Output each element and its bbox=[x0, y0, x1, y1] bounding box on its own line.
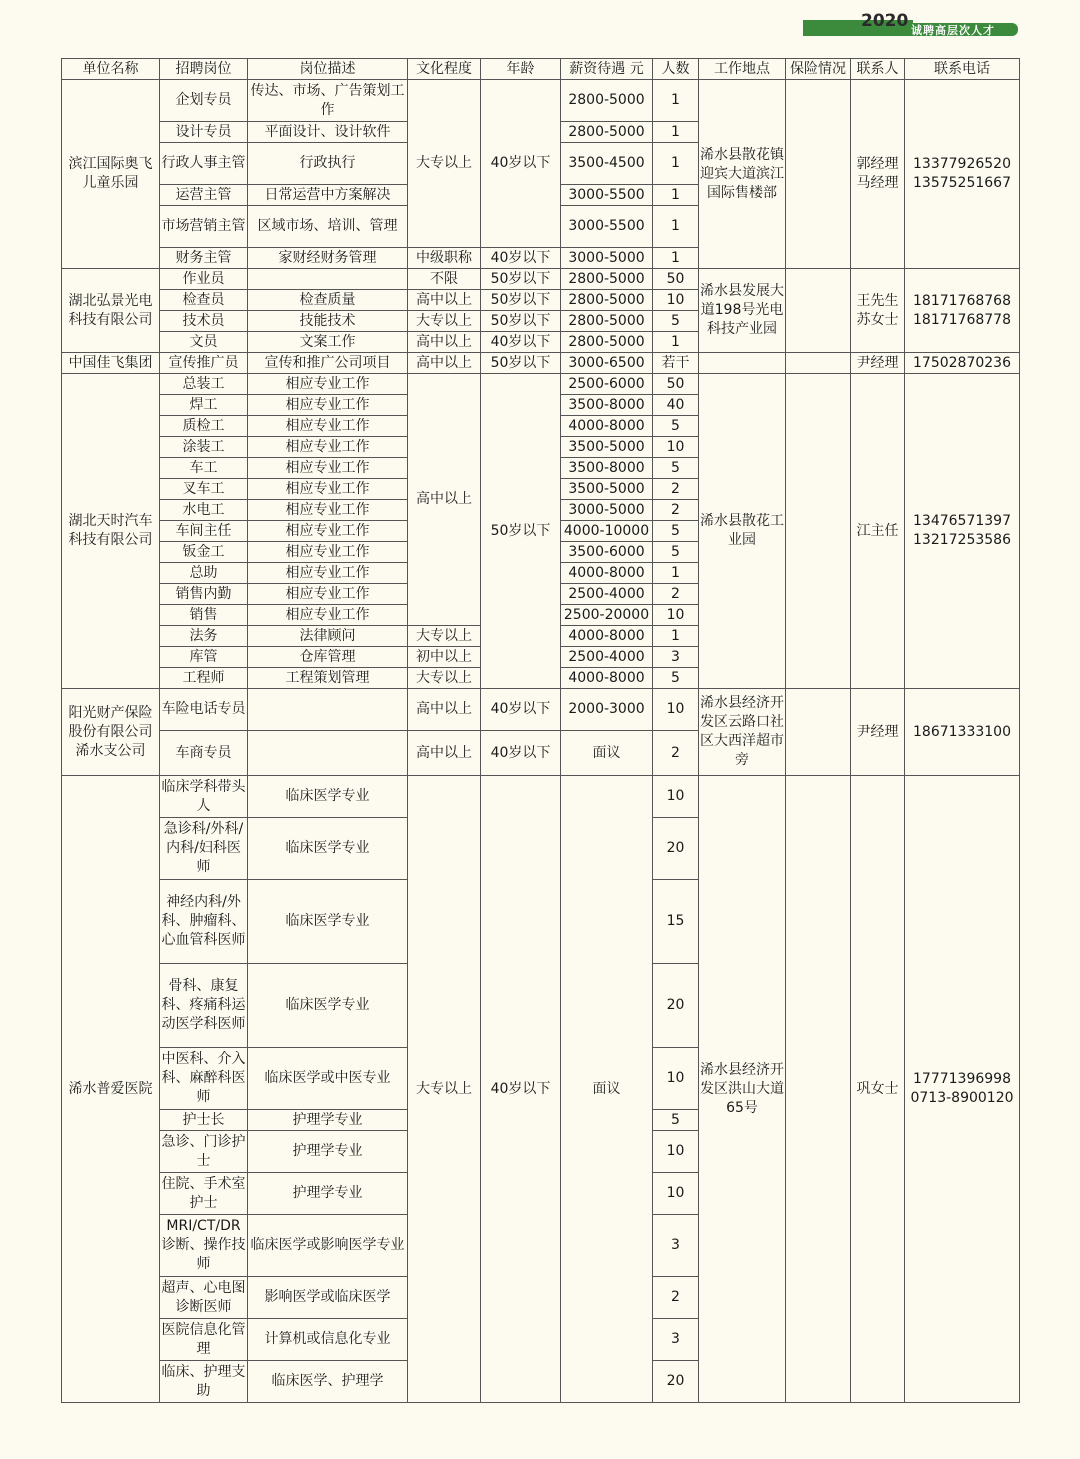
job-num: 20 bbox=[653, 964, 699, 1048]
insurance bbox=[786, 80, 851, 269]
job-title: 水电工 bbox=[160, 500, 248, 521]
job-num: 2 bbox=[653, 500, 699, 521]
job-desc: 护理学专业 bbox=[248, 1110, 408, 1131]
job-salary: 3500-5000 bbox=[561, 437, 653, 458]
job-age: 40岁以下 bbox=[481, 332, 561, 353]
job-salary: 3000-5500 bbox=[561, 185, 653, 206]
job-num: 50 bbox=[653, 269, 699, 290]
job-desc: 护理学专业 bbox=[248, 1131, 408, 1173]
job-title: 技术员 bbox=[160, 311, 248, 332]
header-badge bbox=[803, 11, 1018, 40]
job-salary: 4000-8000 bbox=[561, 563, 653, 584]
col-header: 联系电话 bbox=[905, 59, 1020, 80]
job-age: 40岁以下 bbox=[481, 731, 561, 776]
job-edu: 不限 bbox=[408, 269, 481, 290]
job-num: 1 bbox=[653, 143, 699, 185]
job-title: 护士长 bbox=[160, 1110, 248, 1131]
job-age: 50岁以下 bbox=[481, 269, 561, 290]
job-edu: 中级职称 bbox=[408, 248, 481, 269]
job-desc: 相应专业工作 bbox=[248, 437, 408, 458]
job-desc bbox=[248, 269, 408, 290]
job-title: 设计专员 bbox=[160, 122, 248, 143]
job-num: 5 bbox=[653, 542, 699, 563]
job-num: 5 bbox=[653, 1110, 699, 1131]
job-num: 1 bbox=[653, 206, 699, 248]
job-num: 10 bbox=[653, 1131, 699, 1173]
job-title: 住院、手术室护士 bbox=[160, 1173, 248, 1215]
job-salary: 2800-5000 bbox=[561, 122, 653, 143]
job-desc: 文案工作 bbox=[248, 332, 408, 353]
table-row bbox=[62, 353, 1020, 374]
job-title: 宣传推广员 bbox=[160, 353, 248, 374]
company-name: 浠水普爱医院 bbox=[62, 776, 160, 1403]
job-desc: 检查质量 bbox=[248, 290, 408, 311]
job-salary: 3000-5000 bbox=[561, 248, 653, 269]
job-desc: 家财经财务管理 bbox=[248, 248, 408, 269]
company-contact: 尹经理 bbox=[851, 689, 905, 776]
job-num: 10 bbox=[653, 1048, 699, 1110]
job-salary: 2500-4000 bbox=[561, 647, 653, 668]
job-salary: 4000-8000 bbox=[561, 668, 653, 689]
recruitment-table bbox=[61, 58, 1020, 1403]
job-title: 市场营销主管 bbox=[160, 206, 248, 248]
job-salary: 2800-5000 bbox=[561, 269, 653, 290]
job-salary: 3500-6000 bbox=[561, 542, 653, 563]
company-contact: 江主任 bbox=[851, 374, 905, 689]
job-title: 车间主任 bbox=[160, 521, 248, 542]
job-num: 40 bbox=[653, 395, 699, 416]
insurance bbox=[786, 689, 851, 776]
job-salary: 面议 bbox=[561, 776, 653, 1403]
col-header: 招聘岗位 bbox=[160, 59, 248, 80]
job-title: 神经内科/外科、肿瘤科、心血管科医师 bbox=[160, 880, 248, 964]
job-title: 焊工 bbox=[160, 395, 248, 416]
job-age: 50岁以下 bbox=[481, 290, 561, 311]
col-header: 联系人 bbox=[851, 59, 905, 80]
job-desc: 相应专业工作 bbox=[248, 563, 408, 584]
job-desc: 相应专业工作 bbox=[248, 458, 408, 479]
job-edu: 高中以上 bbox=[408, 332, 481, 353]
job-num: 20 bbox=[653, 1361, 699, 1403]
job-title: 作业员 bbox=[160, 269, 248, 290]
job-title: 质检工 bbox=[160, 416, 248, 437]
company-location: 浠水县散花工业园 bbox=[699, 374, 786, 689]
job-desc: 宣传和推广公司项目 bbox=[248, 353, 408, 374]
job-desc bbox=[248, 689, 408, 731]
company-name: 滨江国际奥飞儿童乐园 bbox=[62, 80, 160, 269]
job-num: 5 bbox=[653, 416, 699, 437]
table-row bbox=[62, 776, 1020, 818]
company-location: 浠水县经济开发区云路口社区大西洋超市旁 bbox=[699, 689, 786, 776]
job-salary: 3500-5000 bbox=[561, 479, 653, 500]
job-desc: 相应专业工作 bbox=[248, 500, 408, 521]
job-num: 10 bbox=[653, 689, 699, 731]
company-location: 浠水县发展大道198号光电科技产业园 bbox=[699, 269, 786, 353]
job-salary: 2500-6000 bbox=[561, 374, 653, 395]
job-desc: 护理学专业 bbox=[248, 1173, 408, 1215]
company-location: 浠水县散花镇迎宾大道滨江国际售楼部 bbox=[699, 80, 786, 269]
insurance bbox=[786, 776, 851, 1403]
job-desc bbox=[248, 731, 408, 776]
company-phone: 17502870236 bbox=[905, 353, 1020, 374]
job-desc: 区域市场、培训、管理 bbox=[248, 206, 408, 248]
job-num: 1 bbox=[653, 122, 699, 143]
job-salary: 2800-5000 bbox=[561, 80, 653, 122]
job-salary: 3000-6500 bbox=[561, 353, 653, 374]
col-header: 人数 bbox=[653, 59, 699, 80]
job-title: 库管 bbox=[160, 647, 248, 668]
table-row bbox=[62, 374, 1020, 395]
job-desc: 临床医学或中医专业 bbox=[248, 1048, 408, 1110]
company-contact: 巩女士 bbox=[851, 776, 905, 1403]
job-desc: 相应专业工作 bbox=[248, 479, 408, 500]
job-title: 叉车工 bbox=[160, 479, 248, 500]
col-header: 文化程度 bbox=[408, 59, 481, 80]
job-salary: 面议 bbox=[561, 731, 653, 776]
job-edu: 高中以上 bbox=[408, 731, 481, 776]
job-salary: 2500-4000 bbox=[561, 584, 653, 605]
job-desc: 临床医学专业 bbox=[248, 964, 408, 1048]
company-phone: 18671333100 bbox=[905, 689, 1020, 776]
job-title: 检查员 bbox=[160, 290, 248, 311]
job-num: 15 bbox=[653, 880, 699, 964]
job-edu: 大专以上 bbox=[408, 776, 481, 1403]
job-num: 1 bbox=[653, 332, 699, 353]
job-edu: 大专以上 bbox=[408, 626, 481, 647]
job-num: 1 bbox=[653, 563, 699, 584]
job-desc: 日常运营中方案解决 bbox=[248, 185, 408, 206]
job-num: 2 bbox=[653, 584, 699, 605]
job-edu: 初中以上 bbox=[408, 647, 481, 668]
job-edu: 高中以上 bbox=[408, 290, 481, 311]
header-row bbox=[62, 59, 1020, 80]
job-num: 5 bbox=[653, 458, 699, 479]
job-title: 运营主管 bbox=[160, 185, 248, 206]
job-title: 财务主管 bbox=[160, 248, 248, 269]
job-num: 3 bbox=[653, 647, 699, 668]
job-num: 1 bbox=[653, 626, 699, 647]
job-num: 1 bbox=[653, 80, 699, 122]
job-num: 5 bbox=[653, 521, 699, 542]
job-age: 40岁以下 bbox=[481, 689, 561, 731]
job-num: 3 bbox=[653, 1319, 699, 1361]
job-age: 40岁以下 bbox=[481, 248, 561, 269]
job-title: 总助 bbox=[160, 563, 248, 584]
table-row bbox=[62, 80, 1020, 122]
job-num: 2 bbox=[653, 479, 699, 500]
job-num: 5 bbox=[653, 668, 699, 689]
job-num: 10 bbox=[653, 605, 699, 626]
job-salary: 2500-20000 bbox=[561, 605, 653, 626]
job-edu: 高中以上 bbox=[408, 353, 481, 374]
job-num: 10 bbox=[653, 776, 699, 818]
job-title: 车险电话专员 bbox=[160, 689, 248, 731]
company-location: 浠水县经济开发区洪山大道65号 bbox=[699, 776, 786, 1403]
job-title: 涂装工 bbox=[160, 437, 248, 458]
job-title: 车商专员 bbox=[160, 731, 248, 776]
job-desc: 相应专业工作 bbox=[248, 584, 408, 605]
job-num: 5 bbox=[653, 311, 699, 332]
job-desc: 技能技术 bbox=[248, 311, 408, 332]
job-title: 急诊、门诊护士 bbox=[160, 1131, 248, 1173]
job-salary: 2800-5000 bbox=[561, 311, 653, 332]
col-header: 年龄 bbox=[481, 59, 561, 80]
job-desc: 临床医学专业 bbox=[248, 818, 408, 880]
job-age: 40岁以下 bbox=[481, 776, 561, 1403]
table-row bbox=[62, 269, 1020, 290]
job-desc: 临床医学或影响医学专业 bbox=[248, 1215, 408, 1277]
job-title: 医院信息化管理 bbox=[160, 1319, 248, 1361]
col-header: 工作地点 bbox=[699, 59, 786, 80]
job-title: 销售内勤 bbox=[160, 584, 248, 605]
job-title: 企划专员 bbox=[160, 80, 248, 122]
job-desc: 临床医学专业 bbox=[248, 880, 408, 964]
job-edu: 高中以上 bbox=[408, 689, 481, 731]
job-desc: 相应专业工作 bbox=[248, 416, 408, 437]
job-title: 临床学科带头人 bbox=[160, 776, 248, 818]
job-desc: 临床医学专业 bbox=[248, 776, 408, 818]
job-num: 10 bbox=[653, 1173, 699, 1215]
job-title: 临床、护理支助 bbox=[160, 1361, 248, 1403]
job-title: 文员 bbox=[160, 332, 248, 353]
job-num: 2 bbox=[653, 1277, 699, 1319]
job-num: 3 bbox=[653, 1215, 699, 1277]
job-desc: 相应专业工作 bbox=[248, 374, 408, 395]
company-contact: 尹经理 bbox=[851, 353, 905, 374]
job-title: 急诊科/外科/内科/妇科医师 bbox=[160, 818, 248, 880]
job-title: 中医科、介入科、麻醉科医师 bbox=[160, 1048, 248, 1110]
company-name: 阳光财产保险股份有限公司浠水支公司 bbox=[62, 689, 160, 776]
job-salary: 3500-4500 bbox=[561, 143, 653, 185]
job-num: 20 bbox=[653, 818, 699, 880]
job-desc: 平面设计、设计软件 bbox=[248, 122, 408, 143]
job-desc: 相应专业工作 bbox=[248, 542, 408, 563]
company-phone: 13476571397 13217253586 bbox=[905, 374, 1020, 689]
job-salary: 2800-5000 bbox=[561, 290, 653, 311]
job-salary: 2000-3000 bbox=[561, 689, 653, 731]
job-age: 50岁以下 bbox=[481, 374, 561, 689]
job-edu: 高中以上 bbox=[408, 374, 481, 626]
job-age: 50岁以下 bbox=[481, 311, 561, 332]
job-desc: 相应专业工作 bbox=[248, 395, 408, 416]
job-desc: 工程策划管理 bbox=[248, 668, 408, 689]
job-title: 行政人事主管 bbox=[160, 143, 248, 185]
job-desc: 临床医学、护理学 bbox=[248, 1361, 408, 1403]
job-num: 1 bbox=[653, 185, 699, 206]
company-location bbox=[699, 353, 786, 374]
job-salary: 4000-10000 bbox=[561, 521, 653, 542]
job-desc: 行政执行 bbox=[248, 143, 408, 185]
job-num: 1 bbox=[653, 248, 699, 269]
col-header: 保险情况 bbox=[786, 59, 851, 80]
job-age: 50岁以下 bbox=[481, 353, 561, 374]
company-name: 湖北天时汽车科技有限公司 bbox=[62, 374, 160, 689]
job-title: 法务 bbox=[160, 626, 248, 647]
insurance bbox=[786, 353, 851, 374]
job-salary: 2800-5000 bbox=[561, 332, 653, 353]
job-edu: 大专以上 bbox=[408, 668, 481, 689]
col-header: 薪资待遇 元 bbox=[561, 59, 653, 80]
job-age: 40岁以下 bbox=[481, 80, 561, 248]
job-desc: 法律顾问 bbox=[248, 626, 408, 647]
job-salary: 3000-5500 bbox=[561, 206, 653, 248]
company-name: 湖北弘景光电科技有限公司 bbox=[62, 269, 160, 353]
job-title: 工程师 bbox=[160, 668, 248, 689]
job-title: 骨科、康复科、疼痛科运动医学科医师 bbox=[160, 964, 248, 1048]
table-row bbox=[62, 689, 1020, 731]
job-desc: 相应专业工作 bbox=[248, 605, 408, 626]
job-salary: 3000-5000 bbox=[561, 500, 653, 521]
job-salary: 4000-8000 bbox=[561, 626, 653, 647]
col-header: 单位名称 bbox=[62, 59, 160, 80]
job-num: 10 bbox=[653, 290, 699, 311]
job-title: 总装工 bbox=[160, 374, 248, 395]
job-num: 若干 bbox=[653, 353, 699, 374]
company-contact: 王先生 苏女士 bbox=[851, 269, 905, 353]
job-desc: 传达、市场、广告策划工作 bbox=[248, 80, 408, 122]
job-title: 销售 bbox=[160, 605, 248, 626]
job-desc: 影响医学或临床医学 bbox=[248, 1277, 408, 1319]
company-phone: 18171768768 18171768778 bbox=[905, 269, 1020, 353]
company-phone: 17771396998 0713-8900120 bbox=[905, 776, 1020, 1403]
job-salary: 3500-8000 bbox=[561, 458, 653, 479]
header-year: 2020 bbox=[861, 11, 909, 31]
company-phone: 13377926520 13575251667 bbox=[905, 80, 1020, 269]
job-title: MRI/CT/DR诊断、操作技师 bbox=[160, 1215, 248, 1277]
job-desc: 仓库管理 bbox=[248, 647, 408, 668]
company-name: 中国佳飞集团 bbox=[62, 353, 160, 374]
col-header: 岗位描述 bbox=[248, 59, 408, 80]
insurance bbox=[786, 269, 851, 353]
job-desc: 计算机或信息化专业 bbox=[248, 1319, 408, 1361]
insurance bbox=[786, 374, 851, 689]
job-salary: 4000-8000 bbox=[561, 416, 653, 437]
job-desc: 相应专业工作 bbox=[248, 521, 408, 542]
job-num: 2 bbox=[653, 731, 699, 776]
job-title: 钣金工 bbox=[160, 542, 248, 563]
job-edu: 大专以上 bbox=[408, 80, 481, 248]
header-slogan: 诚聘高层次人才 bbox=[911, 24, 995, 37]
job-title: 超声、心电图诊断医师 bbox=[160, 1277, 248, 1319]
job-edu: 大专以上 bbox=[408, 311, 481, 332]
company-contact: 郭经理 马经理 bbox=[851, 80, 905, 269]
job-num: 10 bbox=[653, 437, 699, 458]
job-num: 50 bbox=[653, 374, 699, 395]
job-salary: 3500-8000 bbox=[561, 395, 653, 416]
job-title: 车工 bbox=[160, 458, 248, 479]
